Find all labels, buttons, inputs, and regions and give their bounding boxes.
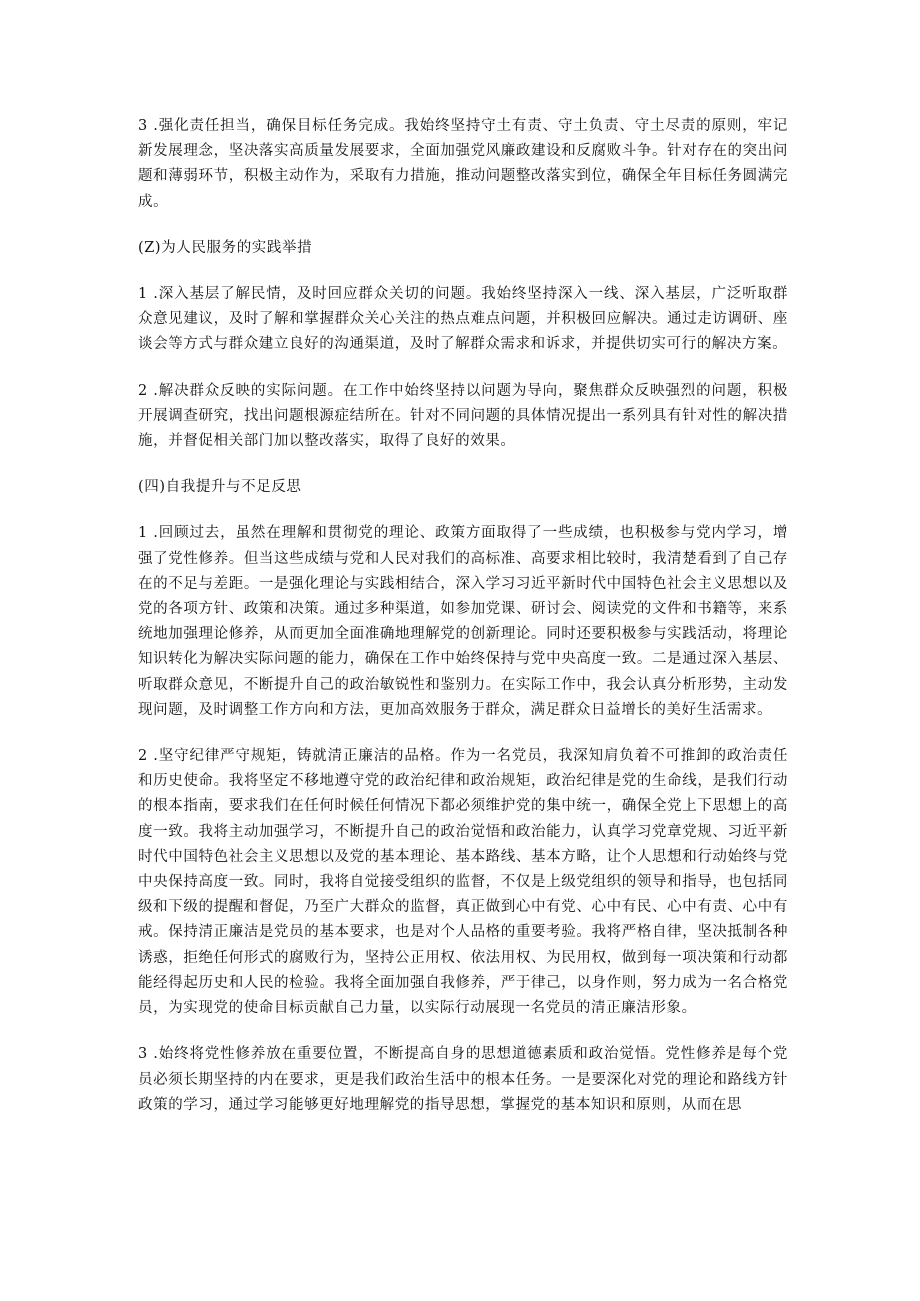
section-heading-serve-people: (Z)为人民服务的实践举措 <box>138 239 313 256</box>
paragraph-review: 1 .回顾过去，虽然在理解和贯彻党的理论、政策方面取得了一些成绩，也积极参与党内学习，增强了党性修养。但当这些成绩与党和人民对我们的高标准、高要求相比较时，我清楚看到了自己存在的不足与差距。一是强化理论与实践相结合，深入学习习近平新时代中国特色社会主义思想以及党的各项方针、政策和决策。通过多种渠道，如参加党课、研讨会、阅读党的文件和书籍等，来系统地加强理论修养，从而更加全面准确地理解党的创新理论。同时还要积极参与实践活动，将理论知识转化为解决实际问题的能力，确保在工作中始终保持与党中央高度一致。二是通过深入基层、听取群众意见，不断提升自己的政治敏锐性和鉴别力。在实际工作中，我会认真分析形势，主动发现问题，及时调整工作方向和方法，更加高效服务于群众，满足群众日益增长的美好生活需求。 <box>138 525 788 718</box>
paragraph-discipline: 2 .坚守纪律严守规矩，铸就清正廉洁的品格。作为一名党员，我深知肩负着不可推卸的政治责任和历史使命。我将坚定不移地遵守党的政治纪律和政治规矩，政治纪律是党的生命线，是我们行动的根本指南，要求我们在任何时候任何情况下都必须维护党的集中统一，确保全党上下思想上的高度一致。我将主动加强学习，不断提升自己的政治觉悟和政治能力，认真学习党章党规、习近平新时代中国特色社会主义思想以及党的基本理论、基本路线、基本方略，让个人思想和行动始终与党中央保持高度一致。同时，我将自觉接受组织的监督，不仅是上级党组织的领导和指导，也包括同级和下级的提醒和督促，乃至广大群众的监督，真正做到心中有党、心中有民、心中有责、心中有戒。保持清正廉洁是党员的基本要求，也是对个人品格的重要考验。我将严格自律，坚决抵制各种诱惑，拒绝任何形式的腐败行为，坚持公正用权、依法用权、为民用权，做到每一项决策和行动都能经得起历史和人民的检验。我将全面加强自我修养，严于律己，以身作则，努力成为一名合格党员，为实现党的使命目标贡献自己力量，以实际行动展现一名党员的清正廉洁形象。 <box>138 748 788 1017</box>
paragraph-responsibility: 3 .强化责任担当，确保目标任务完成。我始终坚持守土有责、守土负责、守土尽责的原则，牢记新发展理念，坚决落实高质量发展要求，全面加强党风廉政建设和反腐败斗争。针对存在的突出问题和薄弱环节，积极主动作为，采取有力措施，推动问题整改落实到位，确保全年目标任务圆满完成。 <box>138 118 788 210</box>
paragraph-party-spirit: 3 .始终将党性修养放在重要位置，不断提高自身的思想道德素质和政治觉悟。党性修养是每个党员必须长期坚持的内在要求，更是我们政治生活中的根本任务。一是要深化对党的理论和路线方针政策的学习，通过学习能够更好地理解党的指导思想，掌握党的基本知识和原则，从而在思 <box>138 1046 788 1113</box>
paragraph-solve-problems: 2 .解决群众反映的实际问题。在工作中始终坚持以问题为导向，聚焦群众反映强烈的问题，积极开展调查研究，找出问题根源症结所在。针对不同问题的具体情况提出一系列具有针对性的解决措施，并督促相关部门加以整改落实，取得了良好的效果。 <box>138 382 788 450</box>
paragraph-grassroots: 1 .深入基层了解民情，及时回应群众关切的问题。我始终坚持深入一线、深入基层，广泛听取群众意见建议，及时了解和掌握群众关心关注的热点难点问题，并积极回应解决。通过走访调研、座谈会等方式与群众建立良好的沟通渠道，及时了解群众需求和诉求，并提供切实可行的解决方案。 <box>138 286 788 353</box>
section-heading-self-improvement: (四)自我提升与不足反思 <box>138 479 302 496</box>
document-page <box>138 114 788 1139</box>
